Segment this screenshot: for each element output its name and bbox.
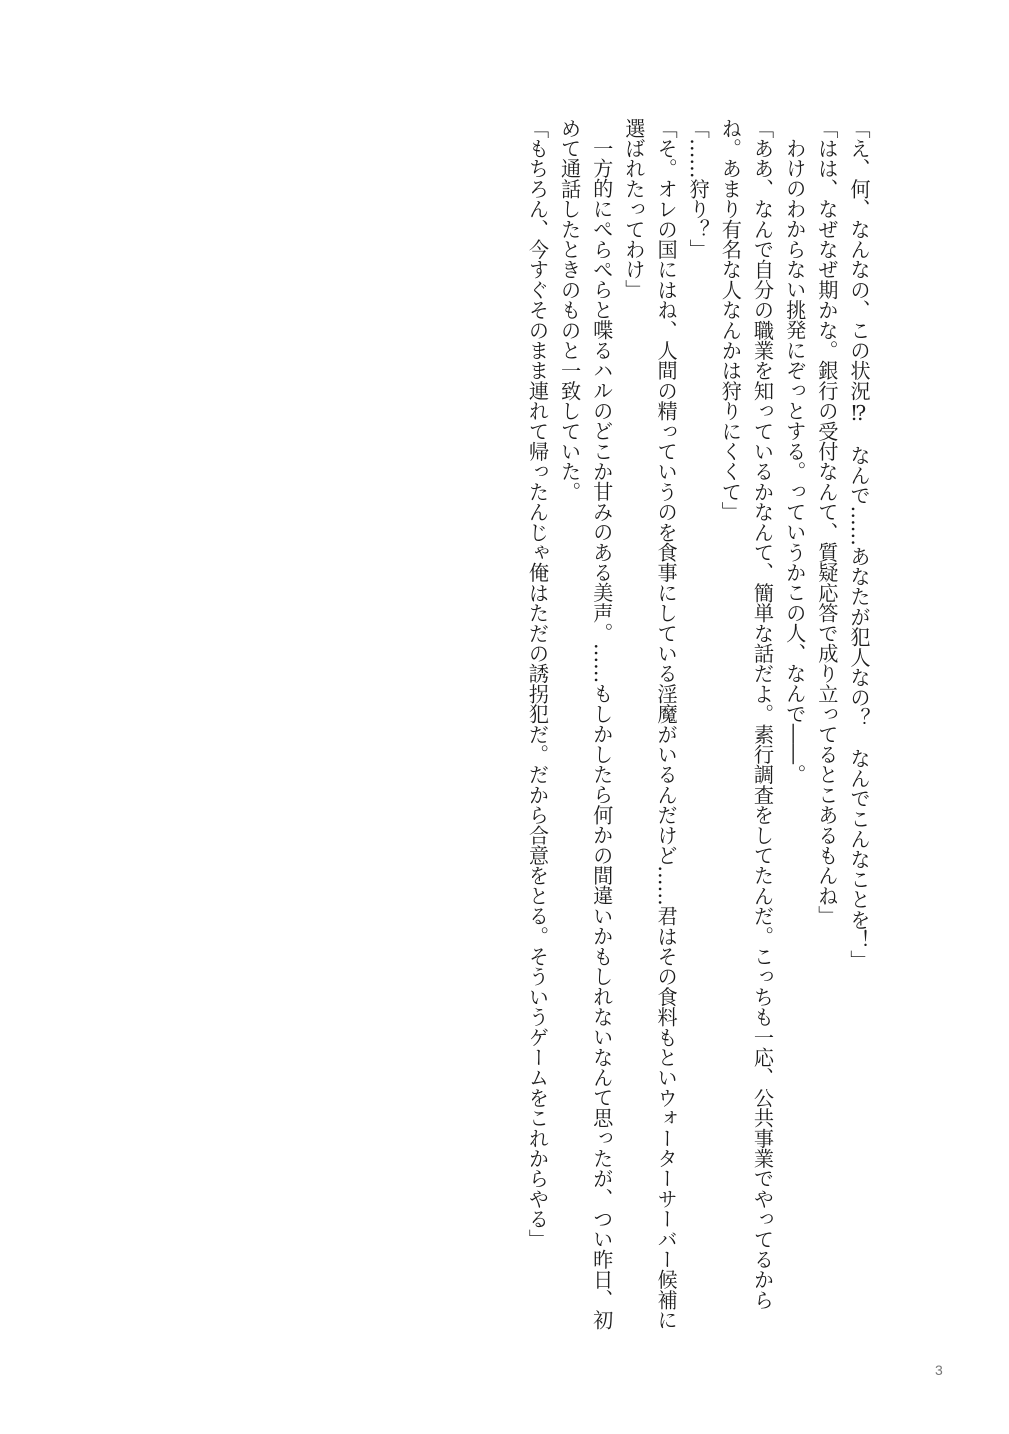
paragraph-4: 「ああ、なんで自分の職業を知っているかなんて、簡単な話だよ。素行調査をしてたんだ。こっちも一応、公共事業でやってるからね。あまり有名な人なんかは狩りにくくて」: [718, 118, 775, 1310]
paragraph-2: 「はは、なぜなぜ期かな。銀行の受付なんて、質疑応答で成り立ってるとこあるもんね」: [814, 118, 839, 926]
vertical-text-body: [521, 118, 875, 1334]
paragraph-8: 「もちろん、今すぐそのまま連れて帰ったんじゃ俺はただの誘拐犯だ。だから合意をとる。そういうゲームをこれからやる」: [525, 118, 550, 1250]
paragraph-5: 「……狩り？」: [686, 118, 711, 260]
paragraph-1: 「え、何、なんなの、この状況⁉ なんで……あなたが犯人なの？ なんでこんなことを！」: [847, 118, 871, 971]
paragraph-3: わけのわからない挑発にぞっとする。っていうかこの人、なんで――。: [782, 138, 807, 785]
page-number: 3: [935, 1362, 943, 1378]
paragraph-6: 「そ。オレの国にはね、人間の精っていうのを食事にしている淫魔がいるんだけど……君はその食料もといウォーターサーバー候補に選ばれたってわけ」: [621, 118, 679, 1330]
paragraph-7: 一方的にぺらぺらと喋るハルのどこか甘みのある美声。……もしかしたら何かの間違いかもしれないなんて思ったが、つい昨日、初めて通話したときのものと一致していた。: [557, 118, 614, 1330]
